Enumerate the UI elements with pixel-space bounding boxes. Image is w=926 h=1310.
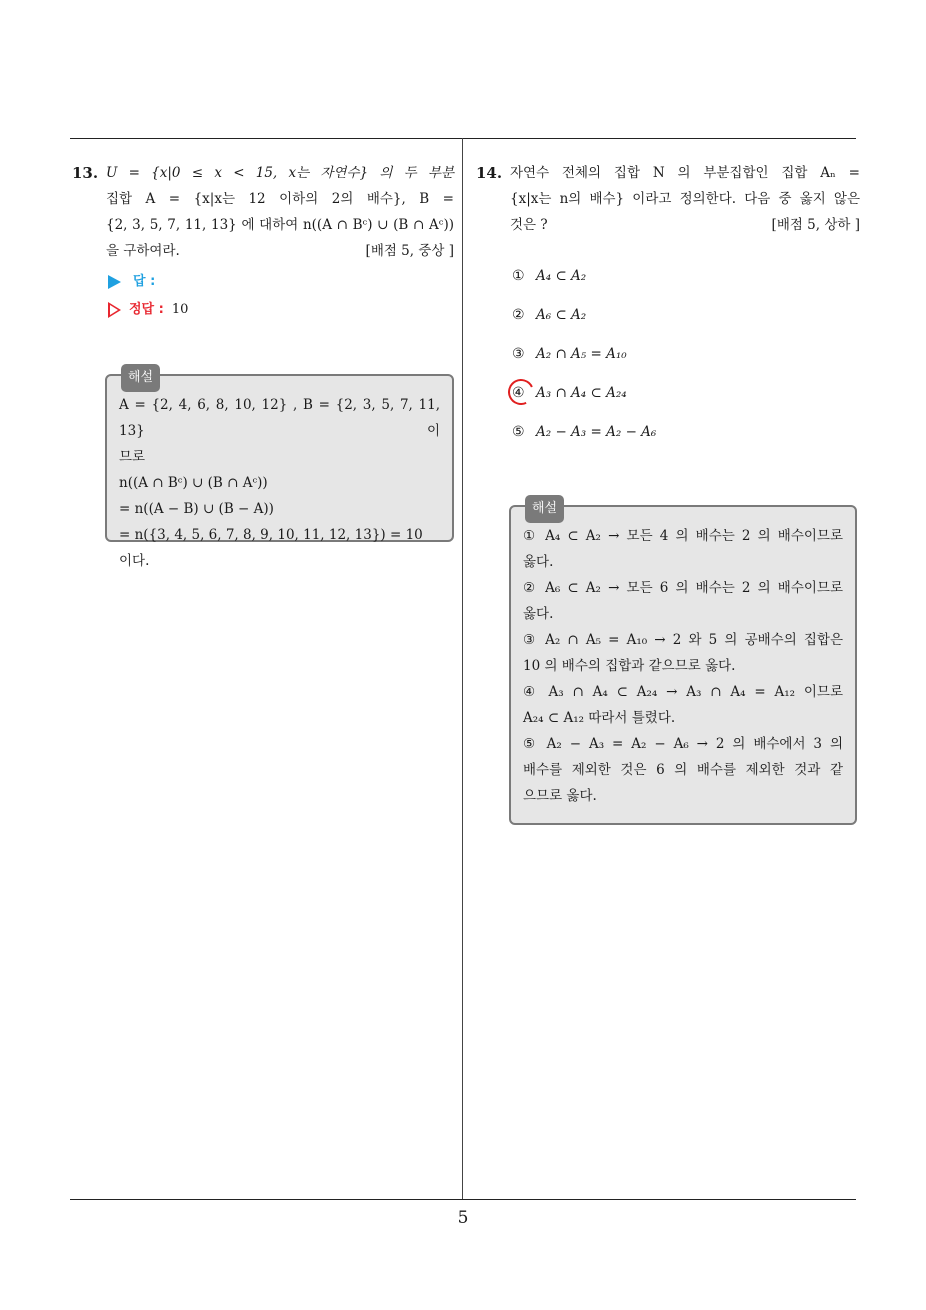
question-line: 을 구하여라. <box>106 243 180 259</box>
question-13 <box>72 160 454 324</box>
option-text: A₃ ∩ A₄ ⊂ A₂₄ <box>536 385 627 401</box>
solution-line: = n({3, 4, 5, 6, 7, 8, 9, 10, 11, 12, 13}) = 10 이다. <box>119 527 423 569</box>
question-line: 자연수 전체의 집합 N 의 부분집합인 집합 Aₙ = <box>510 165 860 181</box>
question-line: 것은 ? <box>510 217 548 233</box>
solution-tag: 해설 <box>525 495 564 523</box>
solution-line: 옳다. <box>523 606 554 622</box>
answer-label: 답 : <box>133 274 156 289</box>
option-text: A₄ ⊂ A₂ <box>536 268 587 284</box>
solution-line: ⑤ A₂ − A₃ = A₂ − A₆ → 2 의 배수에서 3 의 <box>523 736 843 752</box>
question-last-line <box>510 212 860 238</box>
question-last-line <box>106 238 454 264</box>
solution-line: 으므로 옳다. <box>523 788 597 804</box>
hollow-triangle-icon <box>108 302 121 318</box>
points-label: [배점 5, 상하 ] <box>771 217 860 233</box>
correct-answer-label: 정답 : <box>129 302 164 317</box>
solution-line: n((A ∩ Bᶜ) ∪ (B ∩ Aᶜ)) <box>119 475 268 491</box>
option-marker: ④ <box>512 385 525 401</box>
solution-line: ② A₆ ⊂ A₂ → 모든 6 의 배수는 2 의 배수이므로 <box>523 580 843 596</box>
question-text <box>510 160 860 238</box>
question-text <box>106 160 454 264</box>
option-4[interactable] <box>512 383 860 422</box>
points-label: [배점 5, 중상 ] <box>365 243 454 259</box>
correct-answer-row <box>108 296 454 324</box>
solution-line: A = {2, 4, 6, 8, 10, 12} , B = {2, 3, 5, 7, 11, 13} 이 <box>119 397 440 439</box>
option-3[interactable] <box>512 344 860 383</box>
question-line: 집합 A = {x|x는 12 이하의 2의 배수}, B = <box>106 191 454 207</box>
question-line: {2, 3, 5, 7, 11, 13} 에 대하여 n((A ∩ Bᶜ) ∪ (B ∩ Aᶜ)) <box>106 217 454 233</box>
solution-line: 10 의 배수의 집합과 같으므로 옳다. <box>523 658 736 674</box>
answer-row[interactable] <box>108 268 454 296</box>
option-2[interactable] <box>512 305 860 344</box>
solution-line: = n((A − B) ∪ (B − A)) <box>119 501 274 517</box>
option-text: A₂ − A₃ = A₂ − A₆ <box>536 424 657 440</box>
column-divider <box>462 138 463 1200</box>
page-number: 5 <box>457 1208 469 1228</box>
option-marker: ⑤ <box>512 424 525 440</box>
answer-block <box>108 268 454 324</box>
option-text: A₆ ⊂ A₂ <box>536 307 587 323</box>
question-line: U = {x|0 ≤ x < 15, x는 자연수} 의 두 부분 <box>106 165 454 181</box>
options-list <box>512 266 860 461</box>
solution-box-13 <box>105 370 454 569</box>
option-text: A₂ ∩ A₅ = A₁₀ <box>536 346 627 362</box>
correct-answer-value: 10 <box>171 302 189 317</box>
solution-box-14 <box>509 501 857 825</box>
header-rule <box>70 138 856 139</box>
question-line: {x|x는 n의 배수} 이라고 정의한다. 다음 중 옳지 않은 <box>510 191 860 207</box>
solution-line: ③ A₂ ∩ A₅ = A₁₀ → 2 와 5 의 공배수의 집합은 <box>523 632 843 648</box>
option-marker: ③ <box>512 346 525 362</box>
solution-line: A₂₄ ⊂ A₁₂ 따라서 틀렸다. <box>523 710 676 726</box>
solution-line: ① A₄ ⊂ A₂ → 모든 4 의 배수는 2 의 배수이므로 <box>523 528 843 544</box>
solution-line: 배수를 제외한 것은 6 의 배수를 제외한 것과 같 <box>523 762 843 778</box>
solution-line: ④ A₃ ∩ A₄ ⊂ A₂₄ → A₃ ∩ A₄ = A₁₂ 이므로 <box>523 684 843 700</box>
footer-rule <box>70 1199 856 1200</box>
solution-line: 므로 <box>119 449 146 465</box>
option-marker: ① <box>512 268 525 284</box>
question-number: 13. <box>72 164 99 182</box>
solution-line: 옳다. <box>523 554 554 570</box>
question-number: 14. <box>476 164 503 182</box>
option-marker: ② <box>512 307 525 323</box>
option-5[interactable] <box>512 422 860 461</box>
solution-tag: 해설 <box>121 364 160 392</box>
question-14 <box>476 160 860 461</box>
play-icon <box>108 275 121 289</box>
option-1[interactable] <box>512 266 860 305</box>
